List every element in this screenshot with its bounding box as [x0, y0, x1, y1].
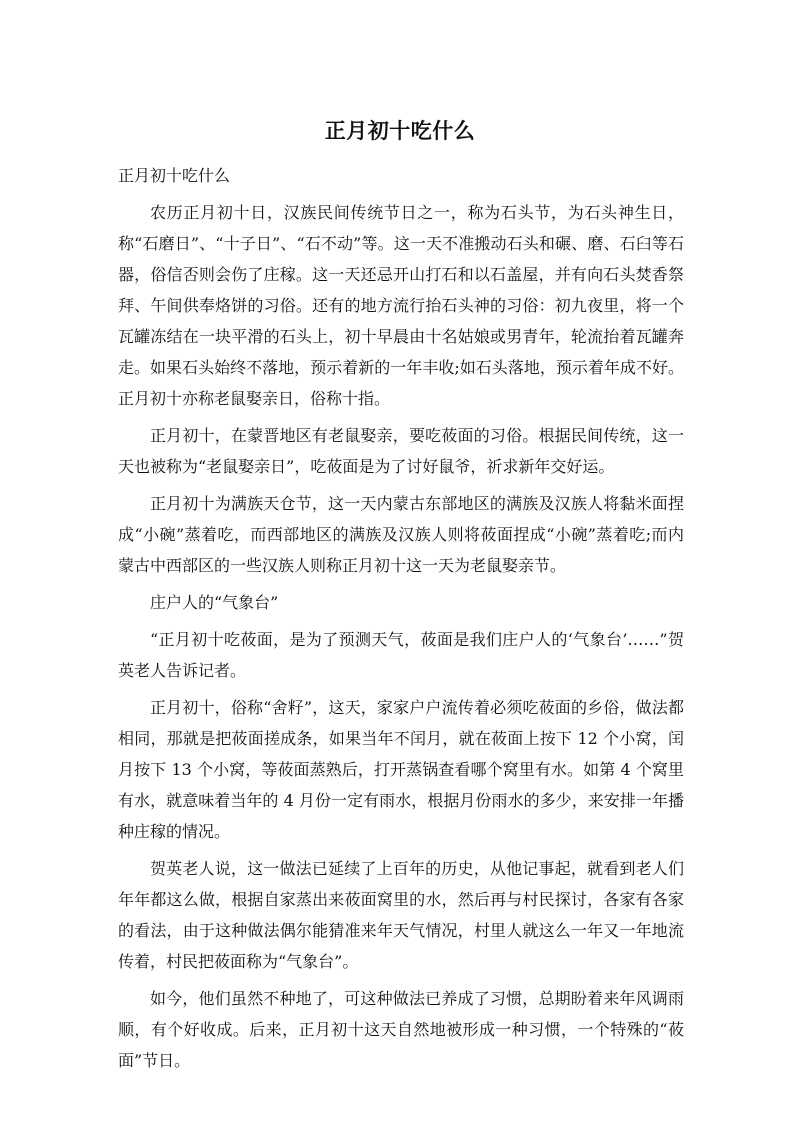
- document-body: [118, 160, 684, 1082]
- paragraph: 农历正月初十日，汉族民间传统节日之一，称为石头节，为石头神生日，称“石磨日”、“十子日”、“石不动”等。这一天不准搬动石头和碾、磨、石臼等石器，俗信否则会伤了庄稼。这一天还忌开山打石和以石盖屋，并有向石头焚香祭拜、午间供奉烙饼的习俗。还有的地方流行抬石头神的习俗：初九夜里，将一个瓦罐冻结在一块平滑的石头上，初十早晨由十名姑娘或男青年，轮流抬着瓦罐奔走。如果石头始终不落地，预示着新的一年丰收;如石头落地，预示着年成不好。正月初十亦称老鼠娶亲日，俗称十指。: [118, 203, 684, 408]
- document-title: 正月初十吃什么: [324, 119, 476, 143]
- paragraph-quote: “正月初十吃莜面，是为了预测天气，莜面是我们庄户人的‘气象台’……”贺英老人告诉记者。: [118, 630, 684, 680]
- paragraph: 贺英老人说，这一做法已延续了上百年的历史，从他记事起，就看到老人们年年都这么做，根据自家蒸出来莜面窝里的水，然后再与村民探讨，各家有各家的看法，由于这种做法偶尔能猜准来年天气情况，村里人就这么一年又一年地流传着，村民把莜面称为“气象台”。: [118, 859, 684, 971]
- paragraph: 正月初十为满族天仓节，这一天内蒙古东部地区的满族及汉族人将黏米面捏成“小碗”蒸着吃，而西部地区的满族及汉族人则将莜面捏成“小碗”蒸着吃;而内蒙古中西部区的一些汉族人则称正月初十这一天为老鼠娶亲节。: [118, 494, 684, 575]
- paragraph: 正月初十，俗称“舍籽”，这天，家家户户流传着必须吃莜面的乡俗，做法都相同，那就是把莜面搓成条，如果当年不闰月，就在莜面上按下 12 个小窝，闰月按下 13 个小窝，等莜面蒸熟后，打开蒸锅查看哪个窝里有水。如第 4 个窝里有水，就意味着当年的 4 月份一定有雨水，根据月份雨水的多少，来安排一年播种庄稼的情况。: [118, 698, 684, 841]
- section-heading: 正月初十吃什么: [118, 166, 231, 185]
- paragraph: 正月初十，在蒙晋地区有老鼠娶亲，要吃莜面的习俗。根据民间传统，这一天也被称为“老鼠娶亲日”，吃莜面是为了讨好鼠爷，祈求新年交好运。: [118, 426, 684, 476]
- subheading: 庄户人的“气象台”: [150, 593, 279, 612]
- paragraph: 如今，他们虽然不种地了，可这种做法已养成了习惯，总期盼着来年风调雨顺，有个好收成。后来，正月初十这天自然地被形成一种习惯，一个特殊的“莜面”节日。: [118, 989, 684, 1070]
